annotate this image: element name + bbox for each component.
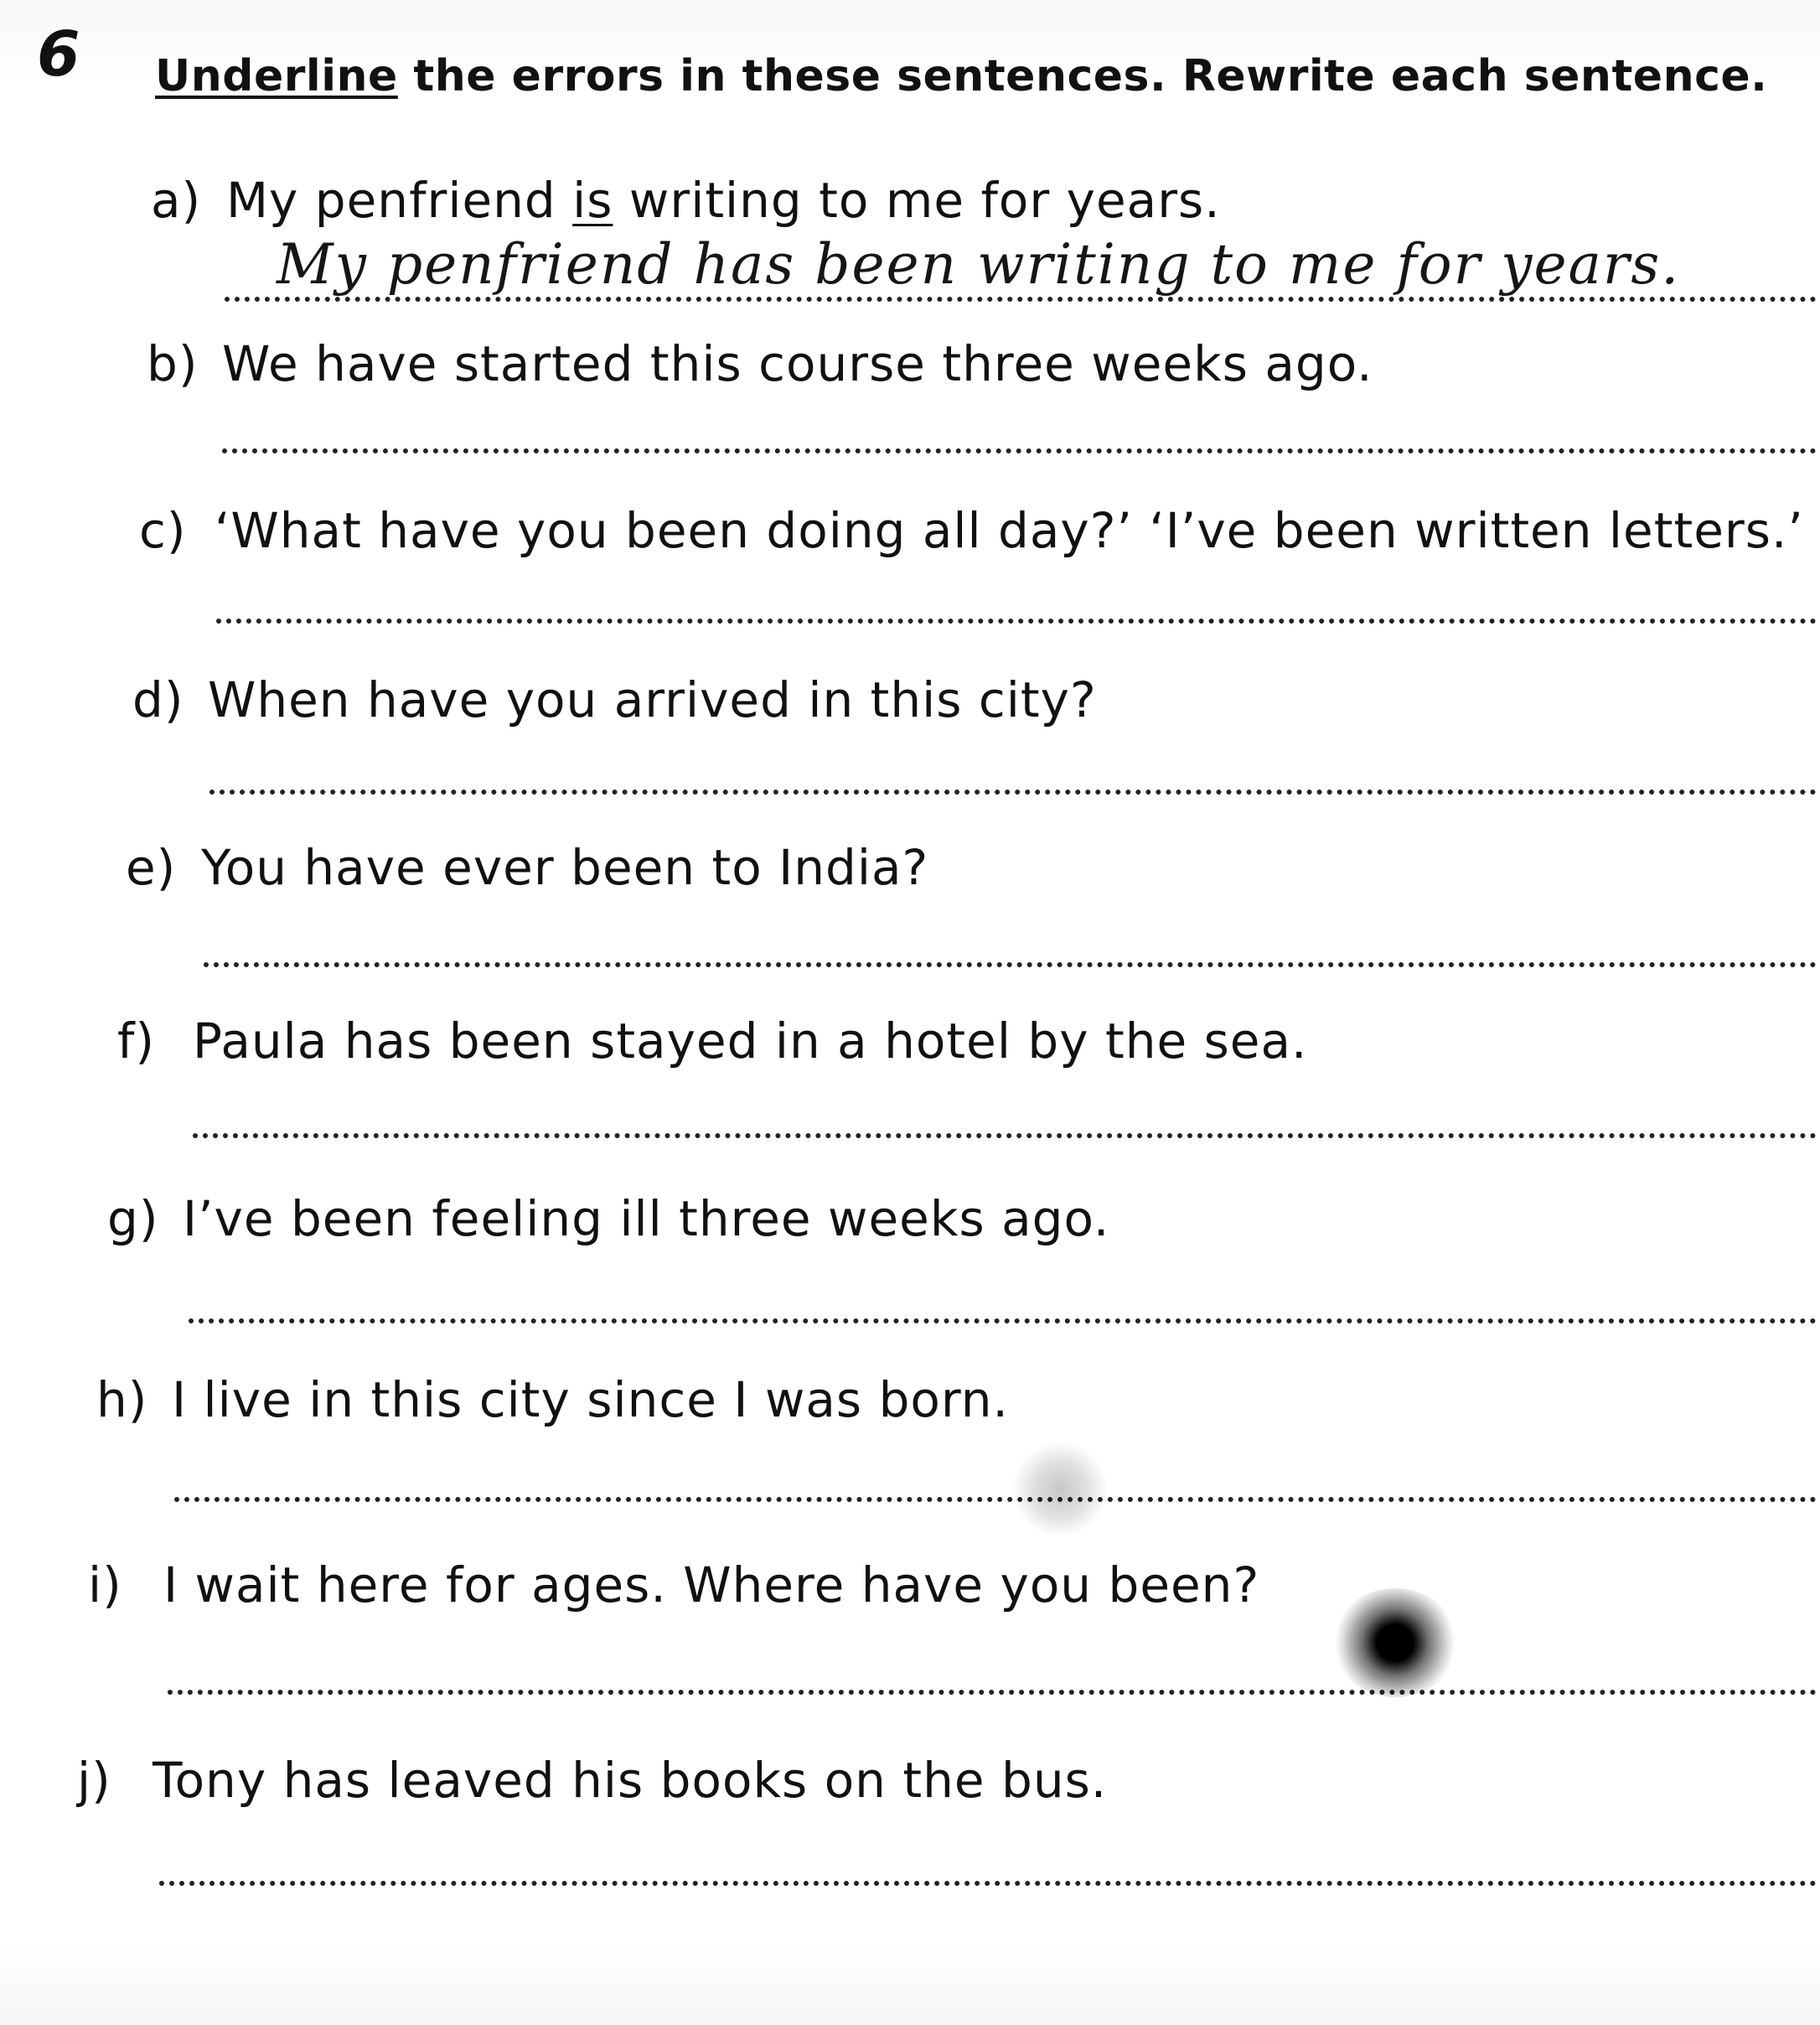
sentence-text: Tony has leaved his books on the bus. — [153, 1752, 1108, 1809]
ink-smudge — [1332, 1588, 1458, 1697]
answer-line-j[interactable] — [159, 1881, 1820, 1886]
sentence-j — [77, 1752, 1108, 1809]
sentence-f — [117, 1013, 1308, 1069]
answer-line-b[interactable] — [222, 448, 1820, 453]
item-letter: a) — [151, 172, 202, 229]
answer-line-f[interactable] — [193, 1133, 1820, 1138]
instruction-text: the errors in these sentences. Rewrite each sentence. — [397, 51, 1768, 101]
sentence-g — [107, 1190, 1110, 1247]
sentence-e — [126, 839, 929, 896]
answer-line-c[interactable] — [216, 619, 1820, 624]
item-letter: f) — [117, 1013, 156, 1069]
sentence-text: You have ever been to India? — [201, 839, 929, 896]
sentence-c — [139, 502, 1804, 559]
sentence-text: I’ve been feeling ill three weeks ago. — [183, 1190, 1110, 1247]
sentence-text-part: writing to me for years. — [613, 172, 1221, 229]
item-letter: h) — [96, 1371, 148, 1428]
handwritten-answer-a: My penfriend has been writing to me for years. — [277, 232, 1681, 297]
sentence-text: Paula has been stayed in a hotel by the sea. — [193, 1013, 1308, 1069]
sentence-d — [132, 671, 1097, 728]
sentence-a — [151, 172, 1221, 229]
sentence-text-part: My penfriend — [226, 172, 573, 229]
ink-smudge — [1010, 1443, 1110, 1536]
sentence-text: I live in this city since I was born. — [172, 1371, 1009, 1428]
item-letter: d) — [132, 671, 184, 728]
sentence-b — [147, 335, 1373, 392]
item-letter: i) — [88, 1556, 122, 1613]
sentence-text: ‘What have you been doing all day?’ ‘I’ve been written letters.’ — [215, 502, 1804, 559]
item-letter: j) — [77, 1752, 111, 1809]
exercise-number: 6 — [37, 18, 80, 91]
item-letter: g) — [107, 1190, 159, 1247]
sentence-h — [96, 1371, 1009, 1428]
sentence-text: I wait here for ages. Where have you been? — [163, 1556, 1260, 1613]
item-letter: e) — [126, 839, 177, 896]
answer-line-g[interactable] — [189, 1318, 1820, 1323]
sentence-text: When have you arrived in this city? — [208, 671, 1097, 728]
answer-line-e[interactable] — [204, 962, 1820, 967]
answer-line-d[interactable] — [209, 790, 1820, 795]
marked-error: is — [572, 172, 613, 229]
exercise-instruction — [155, 50, 1767, 102]
item-letter: b) — [147, 335, 199, 392]
sentence-text: We have started this course three weeks ago. — [222, 335, 1373, 392]
item-letter: c) — [139, 502, 187, 559]
answer-line-h[interactable] — [174, 1497, 1820, 1502]
sentence-i — [88, 1556, 1260, 1613]
answer-line-a[interactable] — [225, 297, 1820, 302]
answer-line-i[interactable] — [168, 1690, 1820, 1695]
instruction-underlined-word: Underline — [155, 51, 398, 101]
